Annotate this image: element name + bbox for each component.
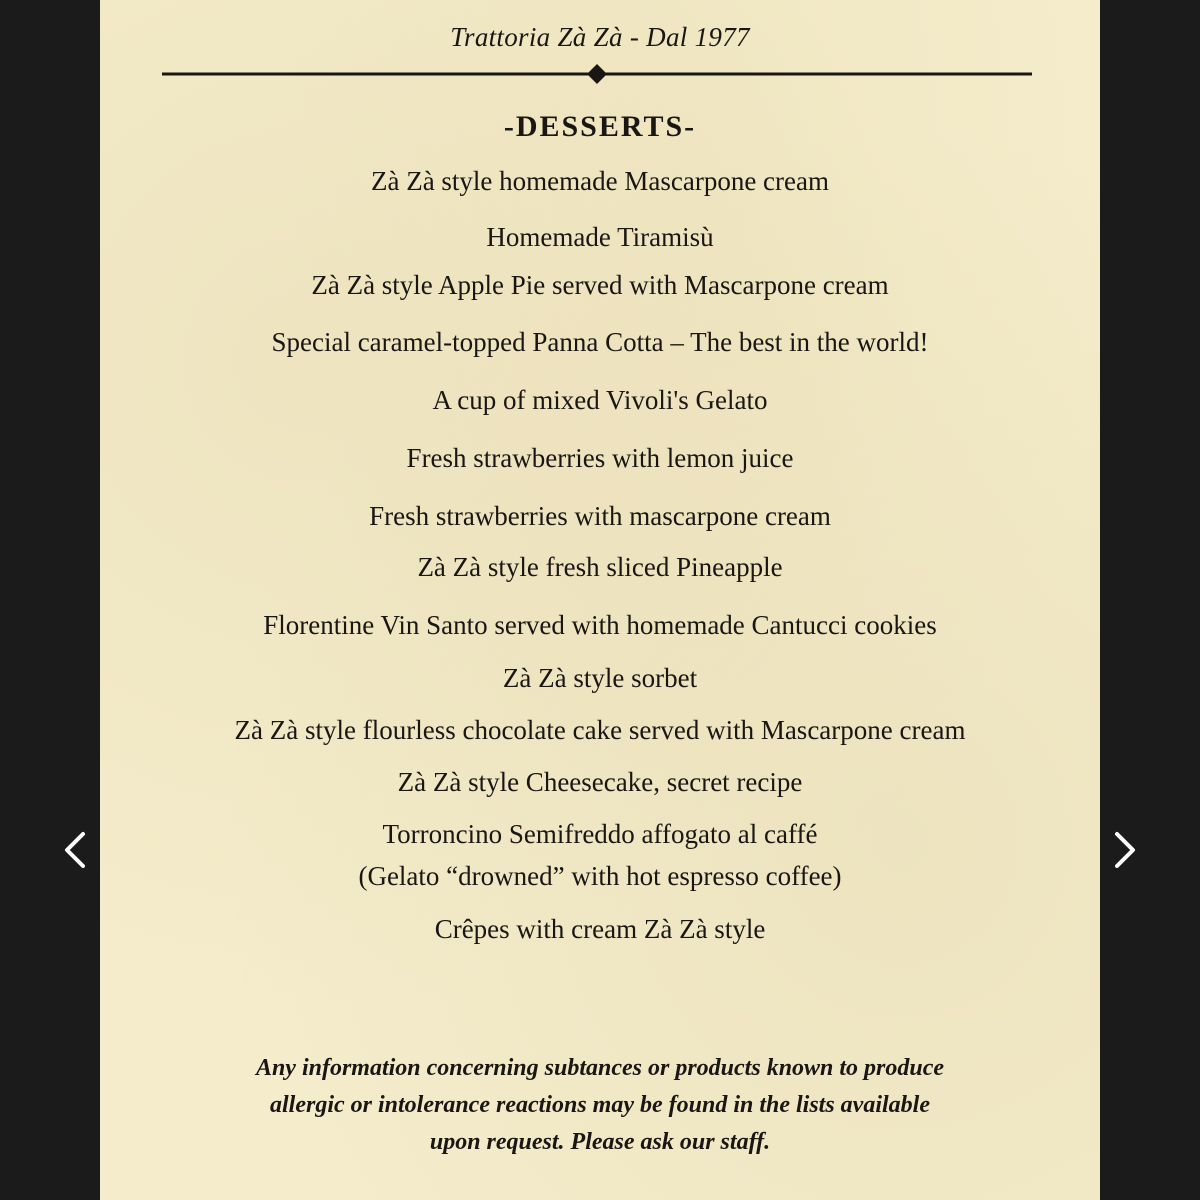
- diamond-ornament: [587, 64, 607, 84]
- menu-item: Zà Zà style Cheesecake, secret recipe: [397, 767, 803, 797]
- menu-page: [100, 0, 1100, 1200]
- menu-item: Zà Zà style homemade Mascarpone cream: [370, 166, 830, 196]
- notice-line: allergic or intolerance reactions may be found in the lists available: [270, 1092, 930, 1118]
- menu-item: Torroncino Semifreddo affogato al caffé: [382, 819, 818, 849]
- menu-item: Zà Zà style Apple Pie served with Mascarpone cream: [311, 270, 889, 300]
- previous-image-button[interactable]: [45, 820, 105, 880]
- chevron-right-icon: [1095, 820, 1155, 880]
- restaurant-title: Trattoria Zà Zà - Dal 1977: [450, 22, 750, 52]
- menu-item: Special caramel-topped Panna Cotta – The best in the world!: [271, 327, 929, 357]
- menu-item: Zà Zà style fresh sliced Pineapple: [417, 552, 783, 582]
- notice-line: upon request. Please ask our staff.: [429, 1129, 771, 1155]
- notice-line: Any information concerning subtances or products known to produce: [255, 1055, 945, 1081]
- allergen-notice: [100, 1050, 1100, 1161]
- section-title: -DESSERTS-: [503, 110, 697, 143]
- menu-item: Fresh strawberries with mascarpone cream: [369, 501, 831, 531]
- menu-item: Florentine Vin Santo served with homemade Cantucci cookies: [263, 610, 937, 640]
- menu-item: Homemade Tiramisù: [486, 222, 714, 252]
- chevron-left-icon: [45, 820, 105, 880]
- menu-item: Fresh strawberries with lemon juice: [406, 443, 794, 473]
- menu-item: Crêpes with cream Zà Zà style: [434, 914, 766, 944]
- ornamental-divider: [162, 62, 1032, 86]
- menu-item: Zà Zà style flourless chocolate cake served with Mascarpone cream: [234, 715, 966, 745]
- next-image-button[interactable]: [1095, 820, 1155, 880]
- menu-item: A cup of mixed Vivoli's Gelato: [432, 385, 768, 415]
- menu-item-note: (Gelato “drowned” with hot espresso coffee): [358, 861, 842, 891]
- menu-item: Zà Zà style sorbet: [502, 663, 698, 693]
